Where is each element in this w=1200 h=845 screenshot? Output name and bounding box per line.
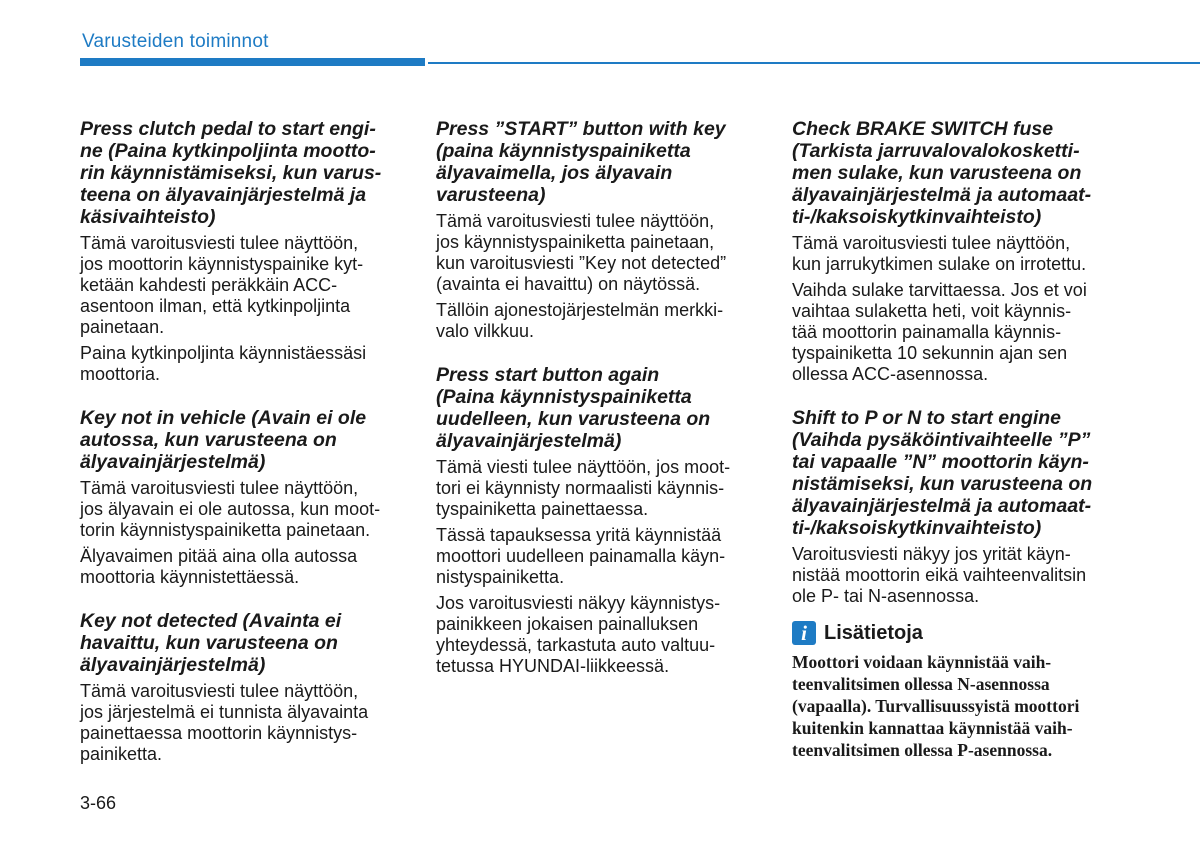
paragraph: Tämä varoitusviesti tulee näyttöön, jos älyavain ei ole autossa, kun moot- torin käynnistyspainiketta painetaan. bbox=[80, 478, 381, 540]
section-shift-to-p-or-n bbox=[792, 407, 1120, 607]
text-column-2 bbox=[436, 118, 764, 699]
paragraph: Tämä viesti tulee näyttöön, jos moot- tori ei käynnisty normaalisti käynnis- tyspainiketta painettaessa. bbox=[436, 457, 731, 519]
section-heading: Check BRAKE SWITCH fuse (Tarkista jarruvalovalokosketti- men sulake, kun varusteena on älyavainjärjestelmä ja automaat- ti-/kaksoiskytkinvaihteisto) bbox=[792, 118, 1092, 228]
info-box-title: Lisätietoja bbox=[824, 621, 923, 644]
page-number: 3-66 bbox=[80, 793, 117, 813]
paragraph: Tällöin ajonestojärjestelmän merkki- valo vilkkuu. bbox=[436, 300, 724, 341]
section-heading: Press ”START” button with key (paina käynnistyspainiketta älyavaimella, jos älyavain varusteena) bbox=[436, 118, 726, 206]
paragraph: Tämä varoitusviesti tulee näyttöön, jos käynnistyspainiketta painetaan, kun varoitusviesti ”Key not detected” (avainta ei havaittu) on näytössä. bbox=[436, 211, 727, 294]
section-clutch-pedal bbox=[80, 118, 408, 385]
section-press-start-again bbox=[436, 364, 764, 677]
section-press-start-with-key bbox=[436, 118, 764, 342]
header-rule-thick bbox=[80, 58, 425, 66]
section-key-not-in-vehicle bbox=[80, 407, 408, 588]
info-box-text: Moottori voidaan käynnistää vaih- teenvalitsimen ollessa N-asennossa (vapaalla). Turvallisuussyistä moottori kuitenkin kannattaa käynnistää vaih- teenvalitsimen ollessa P-asennossa. bbox=[792, 652, 1080, 760]
paragraph: Älyavaimen pitää aina olla autossa moottoria käynnistettäessä. bbox=[80, 546, 358, 587]
info-icon: i bbox=[792, 621, 816, 645]
paragraph: Varoitusviesti näkyy jos yrität käyn- nistää moottorin eikä vaihteenvalitsin ole P- tai N-asennossa. bbox=[792, 544, 1087, 606]
section-key-not-detected bbox=[80, 610, 408, 765]
section-heading: Key not in vehicle (Avain ei ole autossa, kun varusteena on älyavainjärjestelmä) bbox=[80, 407, 367, 473]
text-column-3 bbox=[792, 118, 1120, 761]
header-rule-thin bbox=[428, 62, 1200, 64]
section-header-title: Varusteiden toiminnot bbox=[82, 31, 269, 52]
paragraph: Tässä tapauksessa yritä käynnistää moottori uudelleen painamalla käyn- nistyspainiketta. bbox=[436, 525, 726, 587]
paragraph: Tämä varoitusviesti tulee näyttöön, jos moottorin käynnistyspainike kyt- ketään kahdesti peräkkäin ACC- asentoon ilman, että kytkinpoljinta painetaan. bbox=[80, 233, 364, 337]
info-box-header bbox=[792, 621, 1120, 645]
section-heading: Key not detected (Avainta ei havaittu, kun varusteena on älyavainjärjestelmä) bbox=[80, 610, 342, 676]
section-heading: Shift to P or N to start engine (Vaihda pysäköintivaihteelle ”P” tai vapaalle ”N” moottorin käyn- nistämiseksi, kun varusteena on älyavainjärjestelmä ja automaat- ti-/kaksoiskytkinvaihteisto) bbox=[792, 407, 1093, 539]
section-heading: Press start button again (Paina käynnistyspainiketta uudelleen, kun varusteena on älyavainjärjestelmä) bbox=[436, 364, 711, 452]
section-brake-switch-fuse bbox=[792, 118, 1120, 385]
paragraph: Vaihda sulake tarvittaessa. Jos et voi vaihtaa sulaketta heti, voit käynnis- tää moottorin painamalla käynnis- tyspainiketta 10 sekunnin ajan sen ollessa ACC-asennossa. bbox=[792, 280, 1087, 384]
paragraph: Tämä varoitusviesti tulee näyttöön, kun jarrukytkimen sulake on irrotettu. bbox=[792, 233, 1087, 274]
paragraph: Tämä varoitusviesti tulee näyttöön, jos järjestelmä ei tunnista älyavainta painettaessa moottorin käynnistys- painiketta. bbox=[80, 681, 369, 764]
paragraph: Paina kytkinpoljinta käynnistäessäsi moottoria. bbox=[80, 343, 367, 384]
info-box bbox=[792, 621, 1120, 761]
text-column-1 bbox=[80, 118, 408, 787]
section-heading: Press clutch pedal to start engi- ne (Paina kytkinpoljinta mootto- rin käynnistämiseksi, kun varus- teena on älyavainjärjestelmä ja käsivaihteisto) bbox=[80, 118, 382, 228]
paragraph: Jos varoitusviesti näkyy käynnistys- painikkeen jokaisen painalluksen yhteydessä, tarkastuta auto valtuu- tetussa HYUNDAI-liikkeessä. bbox=[436, 593, 721, 676]
